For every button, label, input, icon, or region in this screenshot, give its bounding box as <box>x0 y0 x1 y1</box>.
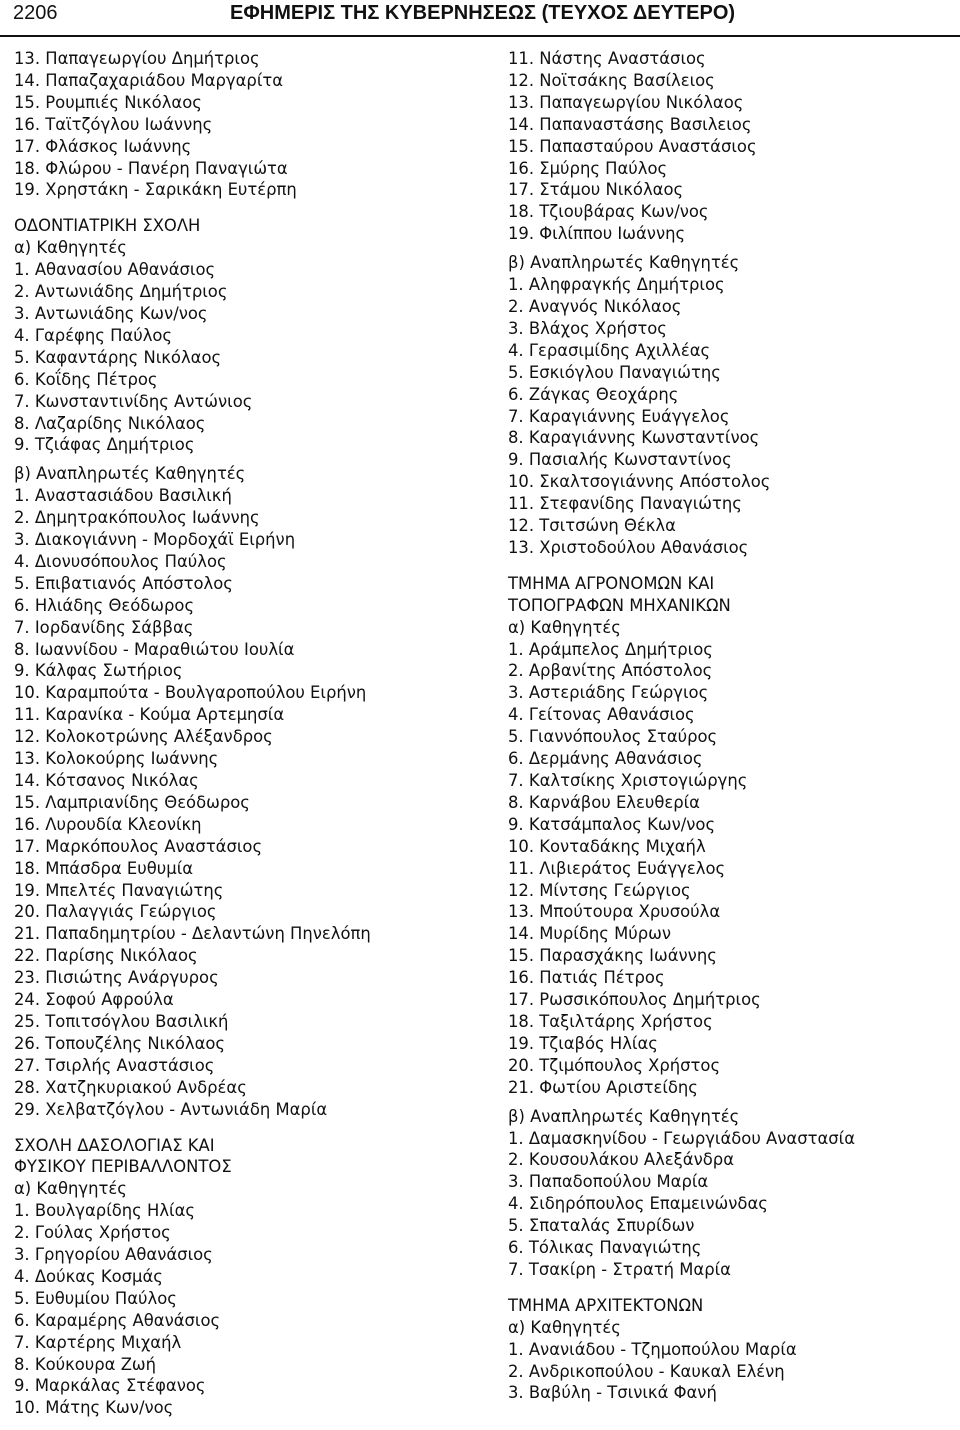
text-line: 14. Μυρίδης Μύρων <box>508 924 672 944</box>
right-column <box>508 48 958 1404</box>
text-line: β) Αναπληρωτές Καθηγητές <box>14 464 246 484</box>
text-line: 17. Ρωσσικόπουλος Δημήτριος <box>508 990 761 1010</box>
text-block <box>508 48 958 245</box>
page-number: 2206 <box>13 2 58 24</box>
text-line: 5. Ευθυμίου Παύλος <box>14 1288 177 1308</box>
text-line: 8. Καρνάβου Ελευθερία <box>508 792 700 812</box>
text-line: α) Καθηγητές <box>508 1317 621 1337</box>
text-line: 24. Σοφού Αφρούλα <box>14 990 174 1010</box>
text-line: 3. Αστεριάδης Γεώργιος <box>508 683 709 703</box>
text-line: 10. Καραμπούτα - Βουλγαροπούλου Ειρήνη <box>14 683 367 703</box>
block-spacer <box>508 1099 958 1106</box>
text-line: 2. Αντωνιάδης Δημήτριος <box>14 282 228 302</box>
text-line: 5. Γιαννόπουλος Σταύρος <box>508 727 718 747</box>
text-line: 12. Νοϊτσάκης Βασίλειος <box>508 70 715 90</box>
text-line: 14. Παπαζαχαριάδου Μαργαρίτα <box>14 70 284 90</box>
text-line: 1. Αληφραγκής Δημήτριος <box>508 275 725 295</box>
text-block <box>14 463 464 1120</box>
header-rule <box>0 35 960 37</box>
block-spacer <box>508 245 958 252</box>
text-line: 1. Αράμπελος Δημήτριος <box>508 639 713 659</box>
text-line: 1. Ανανιάδου - Τζημοπούλου Μαρία <box>508 1339 797 1359</box>
text-line: 14. Παπαναστάσης Βασιλειος <box>508 114 752 134</box>
text-line: 17. Στάμου Νικόλαος <box>508 180 684 200</box>
text-line: 1. Αθανασίου Αθανάσιος <box>14 260 216 280</box>
text-line: 15. Ρουμπιές Νικόλαος <box>14 92 202 112</box>
text-line: 7. Καλτσίκης Χριστογιώργης <box>508 771 748 790</box>
text-line: 6. Τόλικας Παναγιώτης <box>508 1238 702 1258</box>
text-line: 15. Παπασταύρου Αναστάσιος <box>508 136 757 156</box>
block-spacer <box>14 201 464 215</box>
text-line: α) Καθηγητές <box>14 1179 127 1199</box>
text-block <box>508 252 958 559</box>
text-line: 25. Τοπιτσόγλου Βασιλική <box>14 1011 229 1031</box>
text-line: 9. Μαρκάλας Στέφανος <box>14 1376 206 1396</box>
text-line: 19. Μπελτές Παναγιώτης <box>14 880 224 900</box>
text-line: 2. Κουσουλάκου Αλεξάνδρα <box>508 1150 735 1170</box>
text-line: ΣΧΟΛΗ ΔΑΣΟΛΟΓΙΑΣ ΚΑΙ <box>14 1135 215 1155</box>
text-line: 16. Ταϊτζόγλου Ιωάννης <box>14 114 213 134</box>
text-line: 16. Πατιάς Πέτρος <box>508 968 665 988</box>
text-line: 3. Βλάχος Χρήστος <box>508 318 667 338</box>
text-line: 22. Παρίσης Νικόλαος <box>14 946 198 966</box>
left-column <box>14 48 464 1419</box>
text-line: 28. Χατζηκυριακού Ανδρέας <box>14 1077 247 1097</box>
text-line: 12. Κολοκοτρώνης Αλέξανδρος <box>14 727 273 747</box>
text-line: 2. Αναγνός Νικόλαος <box>508 296 682 316</box>
gazette-title: ΕΦΗΜΕΡΙΣ ΤΗΣ ΚΥΒΕΡΝΗΣΕΩΣ (ΤΕΥΧΟΣ ΔΕΥΤΕΡΟ) <box>230 2 736 24</box>
text-line: 29. Χελβατζόγλου - Αντωνιάδη Μαρία <box>14 1099 328 1119</box>
text-line: ΤΜΗΜΑ ΑΓΡΟΝΟΜΩΝ ΚΑΙ <box>508 573 715 593</box>
text-block <box>508 573 958 1099</box>
text-line: 9. Τζιάφας Δημήτριος <box>14 435 195 455</box>
text-line: 4. Γερασιμίδης Αχιλλέας <box>508 340 711 360</box>
text-line: ΟΔΟΝΤΙΑΤΡΙΚΗ ΣΧΟΛΗ <box>14 216 201 236</box>
text-line: 5. Σπαταλάς Σπυρίδων <box>508 1216 695 1236</box>
text-line: 3. Γρηγορίου Αθανάσιος <box>14 1245 213 1265</box>
text-line: 26. Τοπουζέλης Νικόλαος <box>14 1033 226 1053</box>
text-line: 8. Λαζαρίδης Νικόλαος <box>14 413 206 433</box>
text-block <box>14 48 464 201</box>
text-line: 6. Καραμέρης Αθανάσιος <box>14 1310 221 1330</box>
text-line: 20. Τζιμόπουλος Χρήστος <box>508 1055 721 1075</box>
text-line: ΦΥΣΙΚΟΥ ΠΕΡΙΒΑΛΛΟΝΤΟΣ <box>14 1157 232 1177</box>
text-line: 3. Βαβύλη - Τσινικά Φανή <box>508 1383 717 1403</box>
text-line: 11. Καρανίκα - Κούμα Αρτεμησία <box>14 705 285 725</box>
text-line: 4. Δούκας Κοσμάς <box>14 1266 163 1286</box>
text-line: 8. Κούκουρα Ζωή <box>14 1354 157 1374</box>
text-line: 1. Αναστασιάδου Βασιλική <box>14 486 232 506</box>
block-spacer <box>14 456 464 463</box>
text-line: 13. Μπούτουρα Χρυσούλα <box>508 902 721 922</box>
text-line: 2. Ανδρικοπούλου - Καυκαλ Ελένη <box>508 1361 785 1381</box>
text-line: 12. Τσιτσώνη Θέκλα <box>508 516 676 536</box>
text-line: 11. Νάστης Αναστάσιος <box>508 49 706 68</box>
text-line: 23. Πισιώτης Ανάργυρος <box>14 968 219 988</box>
text-line: 4. Γείτονας Αθανάσιος <box>508 705 695 725</box>
text-line: 8. Ιωαννίδου - Μαραθιώτου Ιουλία <box>14 639 295 659</box>
text-line: 20. Παλαγγιάς Γεώργιος <box>14 902 217 922</box>
text-line: 9. Πασιαλής Κωνσταντίνος <box>508 450 732 470</box>
text-line: α) Καθηγητές <box>14 238 127 258</box>
text-line: 14. Κότσανος Νικόλας <box>14 771 199 790</box>
text-line: β) Αναπληρωτές Καθηγητές <box>508 1106 740 1126</box>
text-line: 21. Παπαδημητρίου - Δελαντώνη Πηνελόπη <box>14 924 371 944</box>
text-block <box>14 1135 464 1420</box>
text-line: 2. Αρβανίτης Απόστολος <box>508 661 713 681</box>
text-line: 5. Επιβατιανός Απόστολος <box>14 573 233 593</box>
text-line: 7. Καρτέρης Μιχαήλ <box>14 1332 182 1352</box>
text-line: 11. Στεφανίδης Παναγιώτης <box>508 494 742 514</box>
text-line: 6. Κοΐδης Πέτρος <box>14 369 158 389</box>
text-line: α) Καθηγητές <box>508 617 621 637</box>
text-line: 9. Κάλφας Σωτήριος <box>14 661 183 681</box>
text-line: 16. Σμύρης Παύλος <box>508 158 668 178</box>
text-block <box>508 1295 958 1405</box>
text-block <box>508 1106 958 1281</box>
text-line: 13. Παπαγεωργίου Δημήτριος <box>14 49 260 68</box>
text-line: 10. Μάτης Κων/νος <box>14 1398 174 1418</box>
text-line: 17. Μαρκόπουλος Αναστάσιος <box>14 836 263 856</box>
text-line: 15. Λαμπριανίδης Θεόδωρος <box>14 792 250 812</box>
text-line: 19. Φιλίππου Ιωάννης <box>508 224 686 244</box>
text-line: 16. Λυρουδία Κλεονίκη <box>14 814 202 834</box>
text-line: 17. Φλάσκος Ιωάννης <box>14 136 192 156</box>
text-line: 27. Τσιρλής Αναστάσιος <box>14 1055 215 1075</box>
text-line: 8. Καραγιάννης Κωνσταντίνος <box>508 428 760 448</box>
block-spacer <box>14 1121 464 1135</box>
text-line: 7. Τσακίρη - Στρατή Μαρία <box>508 1259 731 1279</box>
text-line: 15. Παρασχάκης Ιωάννης <box>508 946 717 966</box>
block-spacer <box>508 559 958 573</box>
text-line: 3. Αντωνιάδης Κων/νος <box>14 303 208 323</box>
text-line: 1. Βουλγαρίδης Ηλίας <box>14 1201 196 1221</box>
text-line: 18. Τζιουβάρας Κων/νος <box>508 202 709 222</box>
text-line: 3. Διακογιάννη - Μορδοχάϊ Ειρήνη <box>14 530 296 550</box>
text-line: 9. Κατσάμπαλος Κων/νος <box>508 814 716 834</box>
text-line: 2. Δημητρακόπουλος Ιωάννης <box>14 508 260 528</box>
text-line: 18. Ταξιλτάρης Χρήστος <box>508 1011 713 1031</box>
text-line: 19. Τζιαβός Ηλίας <box>508 1033 658 1053</box>
text-line: 21. Φωτίου Αριστείδης <box>508 1077 698 1097</box>
text-line: 4. Γαρέφης Παύλος <box>14 325 173 345</box>
text-line: 12. Μίντσης Γεώργιος <box>508 880 691 900</box>
text-line: 19. Χρηστάκη - Σαρικάκη Ευτέρπη <box>14 180 297 200</box>
text-line: 5. Εσκιόγλου Παναγιώτης <box>508 362 721 382</box>
text-line: 4. Σιδηρόπουλος Επαμεινώνδας <box>508 1194 768 1214</box>
text-line: 13. Κολοκούρης Ιωάννης <box>14 749 219 769</box>
text-line: 4. Διονυσόπουλος Παύλος <box>14 551 227 571</box>
text-line: ΤΜΗΜΑ ΑΡΧΙΤΕΚΤΟΝΩΝ <box>508 1295 704 1315</box>
text-block <box>14 215 464 456</box>
text-line: 2. Γούλας Χρήστος <box>14 1223 171 1243</box>
text-line: 7. Καραγιάννης Ευάγγελος <box>508 406 730 426</box>
text-line: 5. Καφαντάρης Νικόλαος <box>14 347 222 367</box>
text-line: 6. Ζάγκας Θεοχάρης <box>508 384 679 404</box>
text-line: 6. Δερμάνης Αθανάσιος <box>508 749 703 769</box>
text-line: 18. Φλώρου - Πανέρη Παναγιώτα <box>14 158 288 178</box>
text-line: 18. Μπάσδρα Ευθυμία <box>14 858 194 878</box>
text-line: 13. Παπαγεωργίου Νικόλαος <box>508 92 744 112</box>
text-line: 1. Δαμασκηνίδου - Γεωργιάδου Αναστασία <box>508 1128 856 1148</box>
text-line: 3. Παπαδοπούλου Μαρία <box>508 1172 709 1192</box>
text-line: 6. Ηλιάδης Θεόδωρος <box>14 595 195 615</box>
page-header <box>0 0 960 36</box>
text-line: 11. Λιβιεράτος Ευάγγελος <box>508 858 726 878</box>
text-line: 7. Ιορδανίδης Σάββας <box>14 617 194 637</box>
block-spacer <box>508 1281 958 1295</box>
text-line: ΤΟΠΟΓΡΑΦΩΝ ΜΗΧΑΝΙΚΩΝ <box>508 595 731 615</box>
text-line: 10. Κονταδάκης Μιχαήλ <box>508 836 706 856</box>
text-line: 10. Σκαλτσογιάννης Απόστολος <box>508 472 771 492</box>
text-line: β) Αναπληρωτές Καθηγητές <box>508 253 740 273</box>
text-line: 13. Χριστοδούλου Αθανάσιος <box>508 537 749 557</box>
text-line: 7. Κωνσταντινίδης Αντώνιος <box>14 391 253 411</box>
